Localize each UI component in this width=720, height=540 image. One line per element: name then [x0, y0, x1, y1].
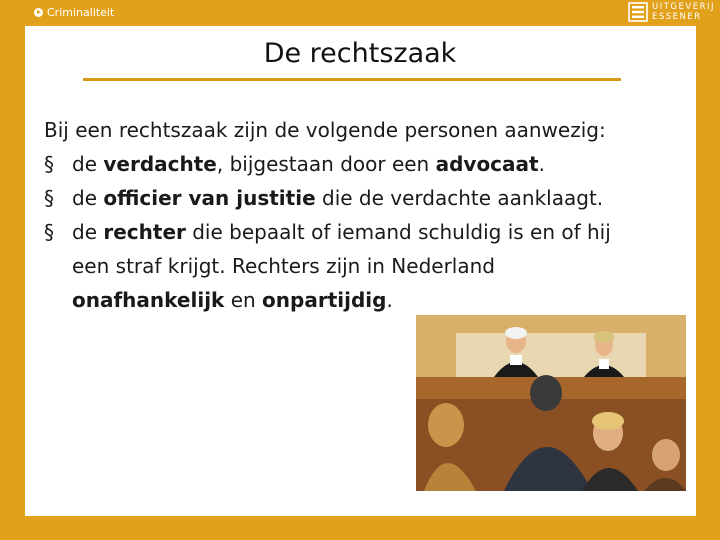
list-item-continuation: een straf krijgt. Rechters zijn in Nederland: [72, 254, 495, 278]
list-item: [44, 147, 684, 181]
list-item: [44, 181, 684, 215]
list-item-text: de rechter die bepaalt of iemand schuldig is en of hij: [72, 220, 611, 244]
intro-text: Bij een rechtszaak zijn de volgende personen aanwezig:: [44, 118, 606, 142]
slide-body: [44, 113, 684, 317]
term-advocaat: advocaat: [435, 152, 539, 176]
term-onafhankelijk: onafhankelijk: [72, 288, 225, 312]
term-verdachte: verdachte: [103, 152, 217, 176]
page-title: De rechtszaak: [263, 38, 457, 69]
slide-panel: [25, 26, 696, 516]
publisher-logo: [628, 2, 718, 24]
publisher-logo-icon: [628, 2, 648, 22]
list-item-text: de verdachte, bijgestaan door een advocaat.: [72, 152, 545, 176]
list-item-continuation: onafhankelijk en onpartijdig.: [72, 288, 393, 312]
bullet-icon: §: [44, 220, 54, 244]
term-onpartijdig: onpartijdig: [262, 288, 387, 312]
play-circle-icon: [34, 8, 43, 17]
term-officier: officier van justitie: [103, 186, 316, 210]
logo-text-line2: ESSENER: [652, 12, 702, 22]
breadcrumb: [34, 3, 114, 21]
bullet-icon: §: [44, 186, 54, 210]
list-item-text: de officier van justitie die de verdachte aanklaagt.: [72, 186, 604, 210]
courtroom-photo: [416, 315, 686, 491]
logo-text-line1: UITGEVERIJ: [652, 2, 715, 12]
breadcrumb-label: Criminaliteit: [47, 5, 115, 19]
title-underline: [83, 78, 621, 81]
bullet-icon: §: [44, 152, 54, 176]
list-item: [44, 215, 684, 249]
top-bar: [0, 0, 720, 26]
term-rechter: rechter: [103, 220, 186, 244]
